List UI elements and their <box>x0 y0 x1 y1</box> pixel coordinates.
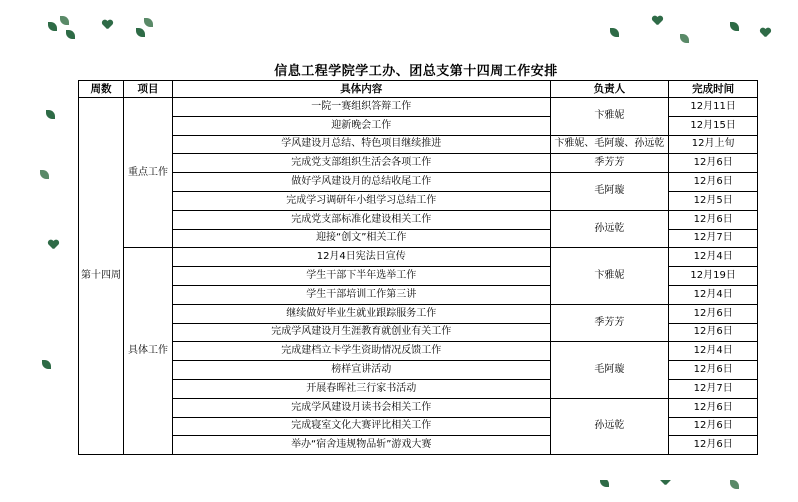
content-cell: 完成党支部标准化建设相关工作 <box>173 210 551 229</box>
week-cell: 第十四周 <box>79 98 124 455</box>
table-row <box>79 248 758 267</box>
deadline-cell: 12月6日 <box>669 417 758 436</box>
deadline-cell: 12月11日 <box>669 98 758 117</box>
content-cell: 迎接“创文”相关工作 <box>173 229 551 248</box>
header-week: 周数 <box>79 81 124 98</box>
content-cell: 举办“宿舍违规物品斩”游戏大赛 <box>173 436 551 455</box>
deadline-cell: 12月15日 <box>669 116 758 135</box>
content-cell: 学风建设月总结、特色项目继续推进 <box>173 135 551 154</box>
deadline-cell: 12月4日 <box>669 342 758 361</box>
deadline-cell: 12月6日 <box>669 436 758 455</box>
deadline-cell: 12月4日 <box>669 248 758 267</box>
table-row <box>79 154 758 173</box>
deadline-cell: 12月7日 <box>669 379 758 398</box>
content-cell: 12月4日宪法日宣传 <box>173 248 551 267</box>
section-cell: 具体工作 <box>124 248 173 455</box>
owner-cell: 季芳芳 <box>550 304 669 342</box>
owner-cell: 卞雅妮、毛阿璇、孙远乾 <box>550 135 669 154</box>
content-cell: 学生干部下半年选举工作 <box>173 267 551 286</box>
deadline-cell: 12月6日 <box>669 304 758 323</box>
deadline-cell: 12月6日 <box>669 323 758 342</box>
deadline-cell: 12月6日 <box>669 173 758 192</box>
table-header-row <box>79 81 758 98</box>
schedule-document <box>74 56 758 480</box>
deadline-cell: 12月6日 <box>669 361 758 380</box>
table-row <box>79 342 758 361</box>
content-cell: 开展春晖社三行家书活动 <box>173 379 551 398</box>
deadline-cell: 12月6日 <box>669 398 758 417</box>
clover-decoration-left <box>36 100 66 480</box>
schedule-table <box>78 80 758 455</box>
content-cell: 迎新晚会工作 <box>173 116 551 135</box>
content-cell: 继续做好毕业生就业跟踪服务工作 <box>173 304 551 323</box>
table-row <box>79 210 758 229</box>
table-row <box>79 173 758 192</box>
owner-cell: 孙远乾 <box>550 210 669 248</box>
deadline-cell: 12月19日 <box>669 267 758 286</box>
section-cell: 重点工作 <box>124 98 173 248</box>
owner-cell: 孙远乾 <box>550 398 669 454</box>
header-item: 项目 <box>124 81 173 98</box>
header-content: 具体内容 <box>173 81 551 98</box>
content-cell: 做好学风建设月的总结收尾工作 <box>173 173 551 192</box>
table-body <box>79 98 758 455</box>
owner-cell: 毛阿璇 <box>550 342 669 398</box>
deadline-cell: 12月6日 <box>669 210 758 229</box>
header-deadline: 完成时间 <box>669 81 758 98</box>
content-cell: 完成党支部组织生活会各项工作 <box>173 154 551 173</box>
owner-cell: 卞雅妮 <box>550 98 669 136</box>
document-title: 信息工程学院学工办、团总支第十四周工作安排 <box>274 64 558 79</box>
table-row <box>79 98 758 117</box>
deadline-cell: 12月7日 <box>669 229 758 248</box>
content-cell: 完成寝室文化大赛评比相关工作 <box>173 417 551 436</box>
deadline-cell: 12月4日 <box>669 285 758 304</box>
content-cell: 榜样宣讲活动 <box>173 361 551 380</box>
content-cell: 完成学习调研年小组学习总结工作 <box>173 191 551 210</box>
content-cell: 完成建档立卡学生资助情况反馈工作 <box>173 342 551 361</box>
owner-cell: 卞雅妮 <box>550 248 669 304</box>
table-row <box>79 398 758 417</box>
content-cell: 一院一赛组织答辩工作 <box>173 98 551 117</box>
deadline-cell: 12月5日 <box>669 191 758 210</box>
table-row <box>79 135 758 154</box>
owner-cell: 季芳芳 <box>550 154 669 173</box>
content-cell: 完成学风建设月生涯教育就创业有关工作 <box>173 323 551 342</box>
deadline-cell: 12月上旬 <box>669 135 758 154</box>
header-owner: 负责人 <box>550 81 669 98</box>
deadline-cell: 12月6日 <box>669 154 758 173</box>
owner-cell: 毛阿璇 <box>550 173 669 211</box>
table-row <box>79 304 758 323</box>
content-cell: 完成学风建设月读书会相关工作 <box>173 398 551 417</box>
content-cell: 学生干部培训工作第三讲 <box>173 285 551 304</box>
